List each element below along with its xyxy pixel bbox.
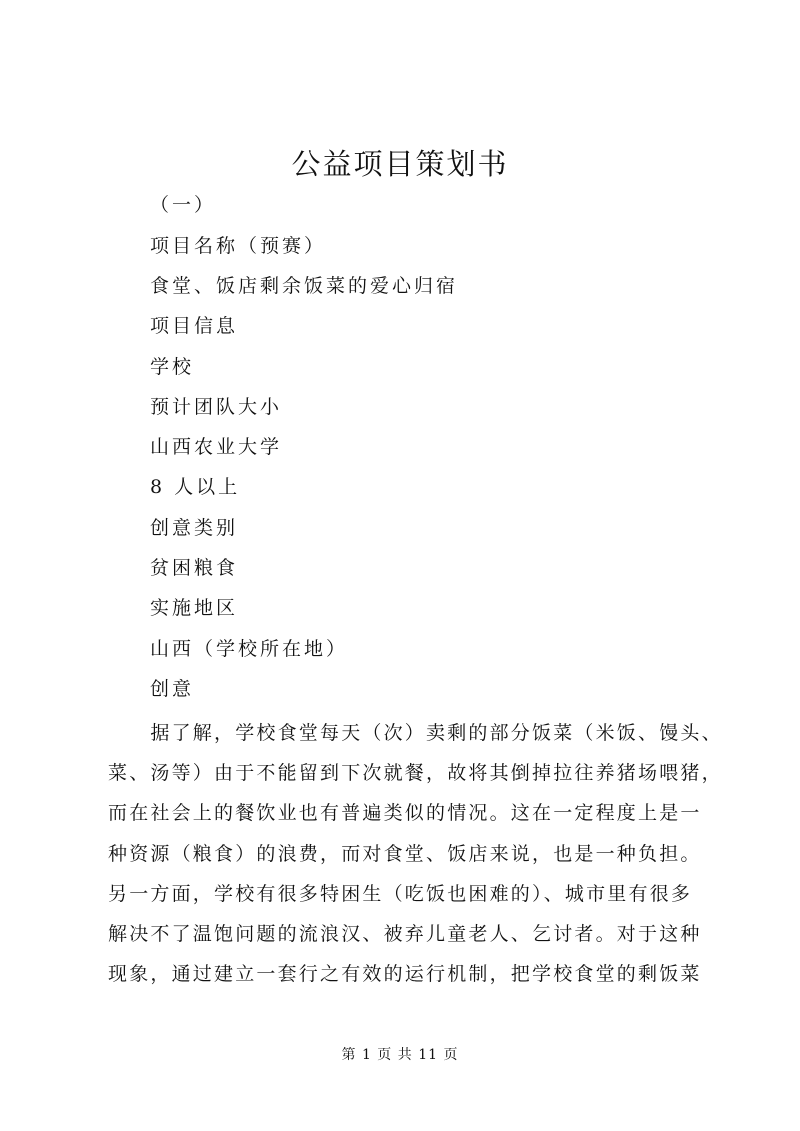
section-number: （一） (150, 194, 217, 216)
category-value: 贫困粮食 (150, 557, 239, 579)
project-info-label: 项目信息 (150, 315, 239, 337)
document-title: 公益项目策划书 (291, 147, 509, 181)
paragraph-line: 现象，通过建立一套行之有效的运行机制，把学校食堂的剩饭菜 (108, 963, 702, 986)
school-value: 山西农业大学 (150, 436, 283, 458)
paragraph-line: 菜、汤等）由于不能留到下次就餐，故将其倒掉拉往养猪场喂猪， (108, 762, 723, 785)
idea-paragraph (108, 713, 723, 994)
idea-label: 创意 (150, 678, 195, 700)
team-size-value: 8 人以上 (150, 476, 241, 498)
school-label: 学校 (150, 356, 195, 378)
team-size-label: 预计团队大小 (150, 396, 283, 418)
project-name-value: 食堂、饭店剩余饭菜的爱心归宿 (150, 275, 459, 297)
paragraph-line: 种资源（粮食）的浪费，而对食堂、饭店来说，也是一种负担。 (108, 842, 702, 865)
region-value: 山西（学校所在地） (150, 638, 349, 660)
paragraph-line: 解决不了温饱问题的流浪汉、被弃儿童老人、乞讨者。对于这种 (108, 923, 702, 946)
project-name-label: 项目名称（预赛） (150, 235, 327, 257)
page-footer: 第 1 页 共 11 页 (341, 1047, 459, 1063)
paragraph-line: 另一方面，学校有很多特困生（吃饭也困难的）、城市里有很多 (108, 882, 693, 905)
region-label: 实施地区 (150, 597, 239, 619)
category-label: 创意类别 (150, 517, 239, 539)
paragraph-line: 据了解，学校食堂每天（次）卖剩的部分饭菜（米饭、馒头、 (108, 722, 723, 744)
paragraph-line: 而在社会上的餐饮业也有普遍类似的情况。这在一定程度上是一 (108, 802, 702, 825)
